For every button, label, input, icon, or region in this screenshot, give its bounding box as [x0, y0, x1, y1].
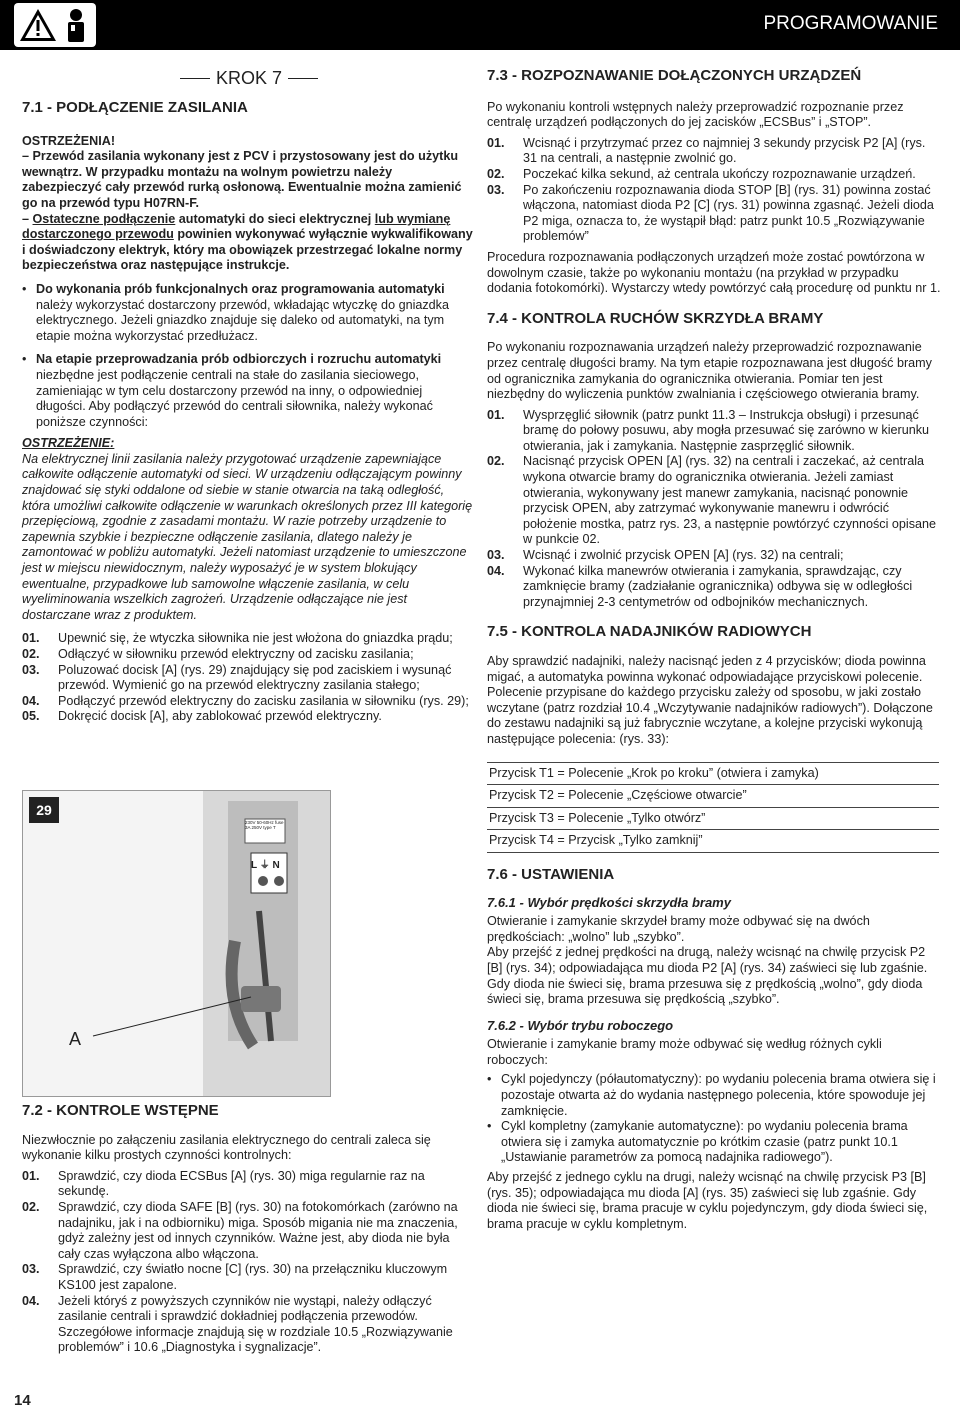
section-7-4-title: 7.4 - KONTROLA RUCHÓW SKRZYDŁA BRAMY [487, 309, 824, 327]
remote-commands-table [487, 762, 939, 853]
terminal-photo [23, 791, 330, 1096]
section-7-3-intro: Po wykonaniu kontroli wstępnych należy przeprowadzić rozpoznanie przez centralę urządzeń podłączonych do jej zacisków „ECSBus” i „STOP”. [487, 99, 904, 130]
warning-italic-text: Na elektrycznej linii zasilania należy przygotować urządzenie zapewniające całkowite odłączenie automatyki od sieci. W urządzeniu odłączającym powinny znajdować się styki oddalone od siebie w stanie otwarcia na taką odległość, która umożliwi całkowite odłączenie w warunkach określonych przez III kategorię przepięciową, zgodnie z zasadami montażu. W razie potrzeby urządzenie to zapewnia szybkie i bezpieczne odłączenie zasilania, dlatego należy je zamontować w pobliżu automatyki. Jeżeli natomiast urządzenie to umieszczone jest w miejscu niewidocznym, należy wyposażyć je w system blokujący ewentualne, przypadkowe lub samowolne włączenie zasilania, w celu wyeliminowania wszelkich zagrożeń. Urządzenie odłączające nie jest dostarczane wraz z produktem. [22, 451, 473, 622]
movement-steps [487, 408, 941, 611]
connection-steps [22, 631, 474, 725]
list-item: 03. Po zakończeniu rozpoznawania dioda STOP [B] (rys. 31) powinna zostać włączona, natomiast dioda P2 [C] (rys. 31) powinna zgasnąć. Jeżeli dioda P2 miga, oznacza to, że wystąpił błąd: patrz punkt 10.5 „Rozwiązywanie problemów” [487, 182, 934, 244]
recognition-steps [487, 136, 941, 245]
table-row: Przycisk T1 = Polecenie „Krok po kroku” (otwiera i zamyka) [487, 762, 939, 785]
mode-text-1: Otwieranie i zamykanie bramy może odbywać się według różnych cykli roboczych: [487, 1037, 882, 1067]
list-item: 02. Nacisnąć przycisk OPEN [A] (rys. 32) na centrali i zaczekać, aż centrala wykona otwarcie bramy do ogranicznika otwierania. Jeżeli zamiast otwierania, wykonywany jest manewr zamykania, nacisnąć ponownie przycisk OPEN, aby zatrzymać wykonywanie manewru i odwrócić położenie mostka, patrz rys. 23, a następnie powtórzyć czynności opisane w punkcie 02. [487, 454, 937, 547]
right-column [487, 68, 941, 1232]
list-item: 01. Wysprzęglić siłownik (patrz punkt 11.3 – Instrukcja obsługi) i przesunąć bramę do połowy posuwu, aby mogła przesuwać się zarówno w kierunku otwierania, jak i zamykania. Następnie zasprzęglić siłownik. [487, 407, 930, 453]
list-item: 01. Upewnić się, że wtyczka siłownika nie jest włożona do gniazdka prądu; [22, 631, 453, 646]
table-row: Przycisk T2 = Polecenie „Częściowe otwarcie” [487, 785, 939, 808]
speed-text-1: Otwieranie i zamykanie skrzydeł bramy może odbywać się na dwóch prędkościach: „wolno” lub „szybko”. [487, 914, 870, 944]
list-item: 05. Dokręcić docisk [A], aby zablokować przewód elektryczny. [22, 709, 382, 724]
figure-number: 29 [29, 797, 59, 823]
list-item: 03. Poluzować docisk [A] (rys. 29) znajdujący się pod zaciskiem i wysunąć przewód. Wymienić go na przewód elektryczny zasilania stałego; [22, 662, 452, 693]
warning-italic-label: OSTRZEŻENIE: [22, 436, 115, 451]
header-bar [0, 0, 960, 50]
mode-text-2: Aby przejść z jednego cyklu na drugi, należy wcisnąć na chwilę przycisk P3 [B] (rys. 35); odpowiadająca mu dioda [A] (rys. 35) zaświeci się lub zgaśnie. Gdy dioda nie świeci się, brama pracuje w cyklu pojedynczym, gdy dioda świeci się, brama pracuje w cyklu kompletnym. [487, 1170, 928, 1231]
section-7-2-title: 7.2 - KONTROLE WSTĘPNE [22, 1102, 219, 1119]
fuse-rating: 230V 50-60Hz fuse 3A 250V type T [245, 820, 284, 830]
warning-2: – Ostateczne podłączenie automatyki do sieci elektrycznej lub wymianę dostarczonego przewodu powinien wykonywać wyłącznie wykwalifikowany i doświadczony elektryk, który ma obowiązek przestrzegać lokalne normy bezpieczeństwa oraz następujące instrukcje. [22, 211, 473, 273]
section-7-6-1-title: 7.6.1 - Wybór prędkości skrzydła bramy [487, 894, 731, 910]
bullet-item: • Na etapie przeprowadzania prób odbiorczych i rozruchu automatyki niezbędne jest podłączenie centrali na stałe do zasilania sieciowego, zamieniając w tym celu dostarczony przewód na inny, o odpowiedniej długości. Aby podłączyć przewód do centrali siłownika, należy wykonać poniższe czynności: [22, 352, 442, 429]
list-item: 03. Sprawdzić, czy światło nocne [C] (rys. 30) na przełączniku kluczowym KS100 jest zapalone. [22, 1262, 448, 1292]
section-7-3-outro: Procedura rozpoznawania podłączonych urządzeń może zostać powtórzona w dowolnym czasie, także po wykonaniu montażu (na przykład w przypadku dodania fotokomórki). Wystarczy wtedy powtórzyć całą procedurę od punktu nr 1. [487, 249, 941, 296]
warning-electrician-logo [14, 3, 96, 47]
list-item: 04. Wykonać kilka manewrów otwierania i zamykania, sprawdzając, czy zamknięcie bramy (zadziałanie ogranicznika) odbywa się w odległości przynajmniej 2-3 centymetrów od odbojników mechanicznych. [487, 563, 913, 609]
left-column-bottom [22, 1103, 474, 1356]
list-item: 04. Jeżeli któryś z powyższych czynników nie wystąpi, należy odłączyć zasilanie centrali i sprawdzić dokładniej podłączenia przewodów. Szczegółowe informacje znajdują się w rozdziale 10.5 „Rozwiązywanie problemów” i 10.6 „Diagnostyka i sygnalizacje”. [22, 1293, 453, 1355]
section-7-2-intro: Niezwłocznie po załączeniu zasilania elektrycznego do centrali zaleca się wykonanie kilku prostych czynności kontrolnych: [22, 1132, 431, 1163]
page-title: PROGRAMOWANIE [763, 13, 938, 34]
list-item: 01. Sprawdzić, czy dioda ECSBus [A] (rys. 30) miga regularnie raz na sekundę. [22, 1168, 425, 1199]
section-7-4-intro: Po wykonaniu rozpoznawania urządzeń należy przeprowadzić rozpoznawanie przez centralę długości bramy. Na tym etapie rozpoznawana jest długość bramy od ogranicznika zamykania do ogranicznika otwierania. Pomiar ten jest niezbędny do wyliczenia punktów zwalniania i częściowego otwierania bramy. [487, 340, 932, 402]
list-item: 02. Sprawdzić, czy dioda SAFE [B] (rys. 30) na fotokomórkach (zarówno na nadajniku, jak i na odbiorniku) miga. Sposób migania nie ma znaczenia, gdyż zależny jest od innych czynników. Ważne jest, aby dioda nie była cały czas wyłączona albo włączona. [22, 1199, 458, 1261]
warning-1: – Przewód zasilania wykonany jest z PCV i przystosowany jest do użytku wewnątrz. W przypadku montażu na wolnym powietrzu należy zabezpieczyć cały przewód rurką osłonową. Ewentualnie można zamienić go na przewód typu H07RN-F. [22, 149, 462, 210]
section-7-5-title: 7.5 - KONTROLA NADAJNIKÓW RADIOWYCH [487, 623, 812, 641]
section-7-3-title: 7.3 - ROZPOZNAWANIE DOŁĄCZONYCH URZĄDZEŃ [487, 67, 862, 84]
section-7-6-2-title: 7.6.2 - Wybór trybu roboczego [487, 1017, 674, 1033]
list-item: 04. Podłączyć przewód elektryczny do zacisku zasilania w siłowniku (rys. 29); [22, 693, 469, 708]
step-label: KROK 7 [216, 68, 283, 88]
clamp-letter: A [69, 1029, 82, 1049]
step-heading [174, 68, 324, 89]
warning-icon [14, 3, 96, 47]
left-column-top [22, 100, 474, 725]
bullet-item: • Cykl pojedynczy (półautomatyczny): po wydaniu polecenia brama otwiera się i pozostaje otwarta aż do wydania następnego polecenia, które spowoduje jej zamknięcie. [487, 1072, 936, 1118]
list-item: 01. Wcisnąć i przytrzymać przez co najmniej 3 sekundy przycisk P2 [A] (rys. 31 na centrali, a następnie zwolnić go. [487, 135, 926, 166]
warnings-label: OSTRZEŻENIA! [22, 133, 116, 148]
list-item: 02. Poczekać kilka sekund, aż centrala ukończy rozpoznawanie urządzeń. [487, 166, 916, 181]
page-number: 14 [14, 1392, 31, 1409]
speed-text-2: Aby przejść z jednej prędkości na drugą, należy wcisnąć na chwilę przycisk P2 [B] (rys. 34); odpowiadająca mu dioda P2 [A] (rys. 34) zaświeci się lub zgaśnie. Gdy dioda nie świeci się, brama przesuwa się z prędkością „wolno”, gdy dioda świeci się, brama przesuwa się prędkością „szybko”. [487, 945, 928, 1007]
figure-29 [22, 790, 331, 1097]
list-item: 03. Wcisnąć i zwolnić przycisk OPEN [A] (rys. 32) na centrali; [487, 548, 844, 563]
check-steps [22, 1169, 474, 1356]
section-7-5-intro: Aby sprawdzić nadajniki, należy nacisnąć jeden z 4 przycisków; dioda powinna migać, a automatyka powinna wykonać odpowiadające przyciskowi polecenie. Polecenie przypisane do każdego przycisku zależy od sposobu, w jaki zostało wczytane (patrz rozdział 10.4 „Wczytywanie nadajników radiowych”). Dołączone do zestawu nadajniki są już fabrycznie wczytane, a kolejne przyciski wykonują następujące polecenia: (rys. 33): [487, 654, 933, 746]
section-7-1-title: 7.1 - PODŁĄCZENIE ZASILANIA [22, 99, 248, 116]
terminal-label: L ⏚ N [251, 860, 280, 871]
table-row: Przycisk T4 = Przycisk „Tylko zamknij” [487, 830, 939, 853]
section-7-6-title: 7.6 - USTAWIENIA [487, 865, 615, 883]
table-row: Przycisk T3 = Polecenie „Tylko otwórz” [487, 807, 939, 830]
bullet-item: • Do wykonania prób funkcjonalnych oraz programowania automatyki należy wykorzystać dostarczony przewód, wkładając wtyczkę do gniazdka elektrycznego. Jeżeli gniazdko znajduje się daleko od automatyki, na tym etapie można wykorzystać przedłużacz. [22, 281, 449, 343]
bullet-item: • Cykl kompletny (zamykanie automatyczne): po wydaniu polecenia brama otwiera się i zamyka automatycznie po krótkim czasie (patrz punkt 10.1 „Ustawianie parametrów za pomocą nadajnika radiowego”). [487, 1119, 908, 1165]
list-item: 02. Odłączyć w siłowniku przewód elektryczny od zacisku zasilania; [22, 647, 414, 661]
